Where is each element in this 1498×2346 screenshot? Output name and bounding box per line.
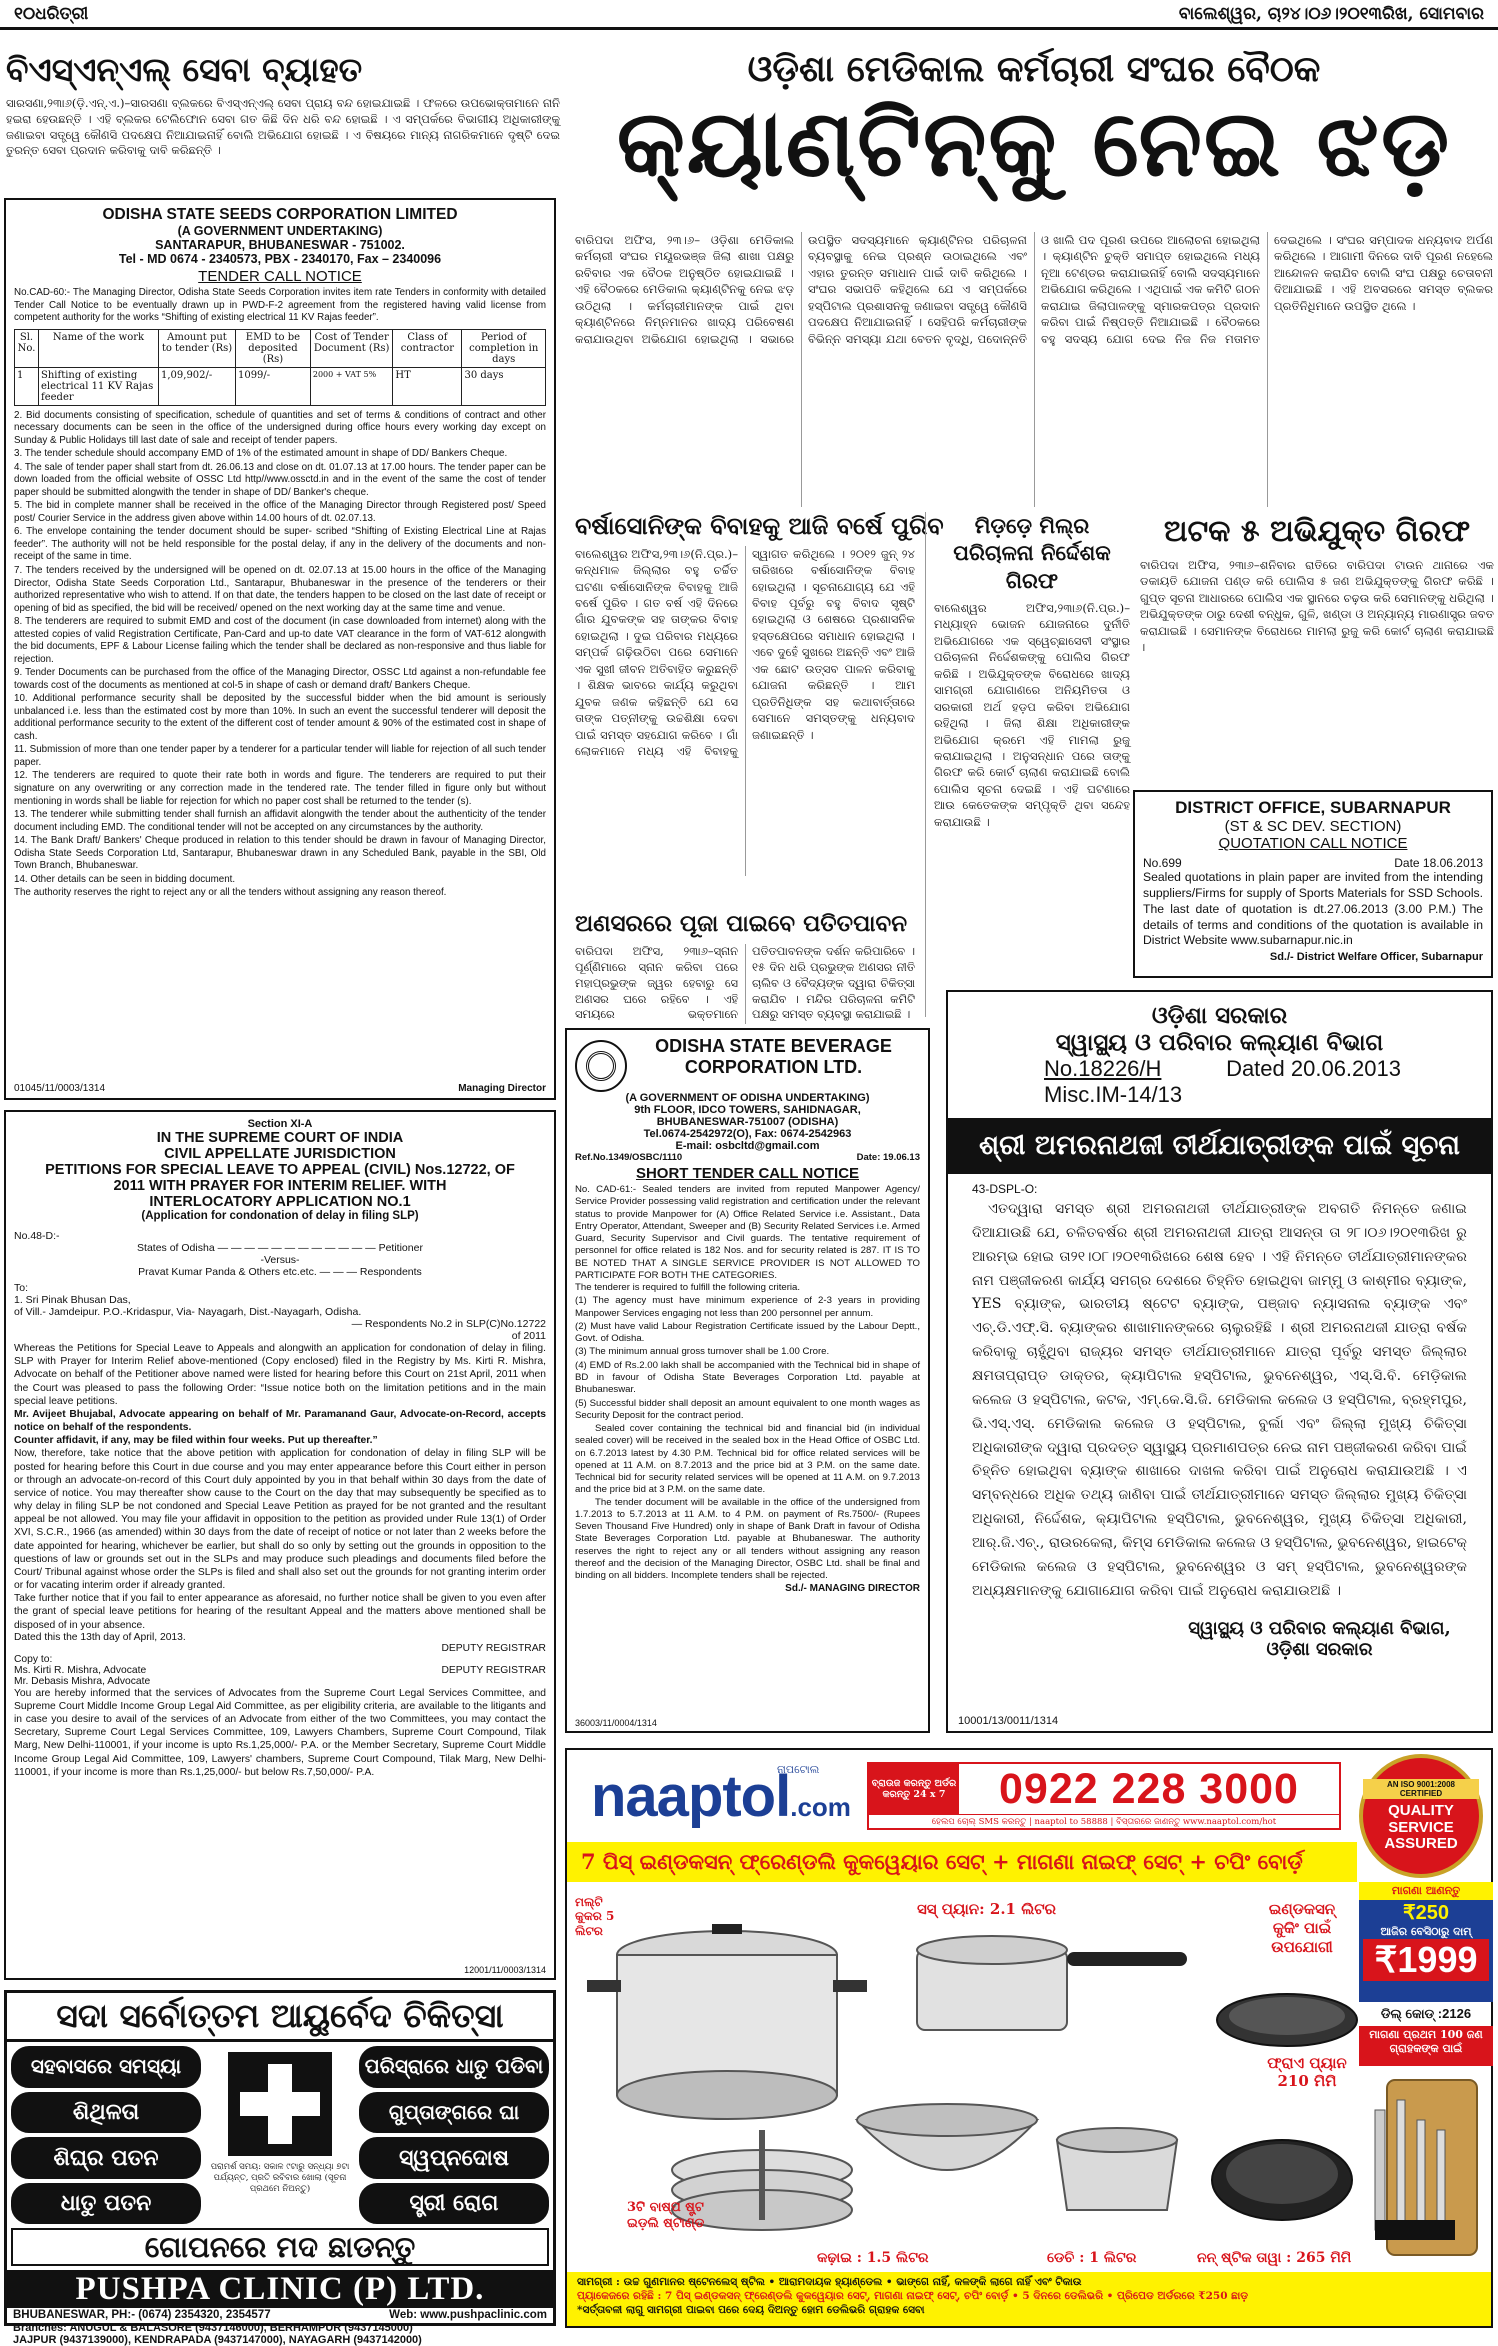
quality-label: QUALITY SERVICE ASSURED <box>1384 1802 1458 1853</box>
osbc-emblem-icon <box>575 1040 627 1092</box>
clinic-banner: ସଦା ସର୍ବୋତ୍ତମ ଆୟୁର୍ବେଦ ଚିକିତ୍ସା <box>7 1993 553 2042</box>
clinic-item: ସ୍ୱପ୍ନଦୋଷ <box>359 2137 549 2179</box>
osscl-table <box>14 329 546 406</box>
osbc-intro: No. CAD-61:- Sealed tenders are invited from reputed Manpower Agency/ Service Provider possessing valid registration and certification under the relevant status to provide Manpower for (A) Office Related Service i.e. Assistant., Data Entry Operator, Attendant, Sweeper and (B) Security Related Services i.e. Armed Guard, Security Supervisor and Civil guards. The tentative requirement of personnel for office related is 182 Nos. and for security related is 287. IT IS TO BE NOTED THAT A SINGLE SERVICE PROVIDER IS NOT ALLOWED TO PARTICIPATE FOR BOTH THE CATEGORIES. <box>575 1184 920 1281</box>
midday-headline: ମିଡ଼ଡ଼େ ମିଲ୍‌ର ପରିଚାଳନା ନିର୍ଦ୍ଦେଶକ ଗିରଫ <box>953 513 1111 593</box>
osscl-tel: Tel - MD 0674 - 2340573, PBX - 2340170, Fax – 2340096 <box>118 252 442 266</box>
clause: 8. The tenderers are required to submit EMD and cost of the document (in case downloaded from internet) along with the attested copies of valid Registration Certificate, Pan-Card and up-to date VAT clearance in the form of VAT-612 alongwith the bid documents, EPF & Labour License failing which the tender shall be declared as non-responsive and thus liable for rejection. <box>14 616 546 665</box>
list-item: (4) EMD of Rs.2.00 lakh shall be accompanied with the Technical bid in shape of BD in favour of Odisha State Beverages Corporation Ltd. payable at Bhubaneswar. <box>575 1359 920 1396</box>
district-sign: Sd./- District Welfare Officer, Subarnapur <box>1269 951 1483 964</box>
health-body: ଏତଦ୍ୱାରା ସମସ୍ତ ଶ୍ରୀ ଅମରନାଥଜୀ ତୀର୍ଥଯାତ୍ରୀଙ୍କ ଅବଗତି ନିମନ୍ତେ ଜଣାଇ ଦିଆଯାଉଛି ଯେ, ଚଳିତବର୍ଷର ଶ୍ରୀ ଅମରନାଥଜୀ ଯାତ୍ରା ଆସନ୍ତା ତା ୨୮।୦୬।୨୦୧୩ରିଖ ରୁ ଆରମ୍ଭ ହୋଇ ତା୨୧।୦୮।୨୦୧୩ରିଖରେ ଶେଷ ହେବ । ଏହି ନିମନ୍ତେ ତୀର୍ଥଯାତ୍ରୀମାନଙ୍କର ନାମ ପଞ୍ଜୀକରଣ କାର୍ଯ୍ୟ ସମଗ୍ର ଦେଶରେ ଚିହ୍ନିତ ହୋଇଥିବା ଜାମ୍ମୁ ଓ କାଶ୍ମୀର ବ୍ୟାଙ୍କ, YES ବ୍ୟାଙ୍କ, ଭାରତୀୟ ଷ୍ଟେଟ ବ୍ୟାଙ୍କ, ପଞ୍ଜାବ ନ୍ୟାସନାଲ ବ୍ୟାଙ୍କ ଏବଂ ଏଚ୍‌.ଡି.ଏଫ୍‌.ସି. ବ୍ୟାଙ୍କର ଶାଖାମାନଙ୍କରେ ଚାଲୁରହିଛି । ଶ୍ରୀ ଅମରନାଥଜୀ ଯାତ୍ରା ବର୍ଷକ କରିବାକୁ ଚାହୁଁଥିବା ରାଜ୍ୟର ସମସ୍ତ ତୀର୍ଥଯାତ୍ରୀମାନେ ଯାତ୍ରା ପୂର୍ବରୁ ସମସ୍ତ ଜିଲ୍ଲାର କ୍ଷମତାପ୍ରାପ୍ତ ଡାକ୍ତର, କ୍ୟାପିଟାଲ ହସ୍ପିଟାଲ, ଭୁବନେଶ୍ୱର, ଏସ୍‌.ସି.ବି. ମେଡ଼ିକାଲ କଲେଜ ଓ ହସ୍ପିଟାଲ, କଟକ, ଏମ୍‌.କେ.ସି.ଜି. ମେଡିକାଲ କଲେଜ ଓ ହସ୍ପିଟାଲ, ବ୍ରହ୍ମପୁର, ଭି.ଏସ୍‌.ଏସ୍‌. ମେଡିକାଲ କଲେଜ ଓ ହସ୍ପିଟାଲ, ବୁର୍ଲା ଏବଂ ଜିଲ୍ଲା ମୁଖ୍ୟ ଚିକିତ୍ସା ଅଧିକାରୀଙ୍କ ଦ୍ୱାରା ପ୍ରଦତ୍ତ ସ୍ୱାସ୍ଥ୍ୟ ପ୍ରମାଣପତ୍ର ନେଇ ନାମ ପଞ୍ଜୀକରଣ କରିବା ପାଇଁ ଚିହ୍ନିତ ହୋଇଥିବା ବ୍ୟାଙ୍କ ଶାଖାରେ ଦାଖଲ କରିବା ପାଇଁ ଅନୁରୋଧ କରାଯାଉଅଛି । ଏ ସମ୍ବନ୍ଧରେ ଅଧିକ ତଥ୍ୟ ଜାଣିବା ପାଇଁ ତୀର୍ଥଯାତ୍ରୀମାନେ ସମସ୍ତ ଜିଲ୍ଲାର ମୁଖ୍ୟ ଚିକିତ୍ସା ଅଧିକାରୀ, ନିର୍ଦ୍ଦେଶକ, କ୍ୟାପିଟାଲ ହସ୍ପିଟାଲ, ଭୁବନେଶ୍ୱର, ମୁଖ୍ୟ ଚିକିତ୍ସା ଅଧିକାରୀ, ଆର୍‌.ଜି.ଏଚ୍‌., ରାଉରକେଲା, କିମ୍ସ ମେଡିକାଲ କଲେଜ ଓ ହସ୍ପିଟାଲ, ଭୁବନେଶ୍ୱର, ହାଇଟେକ୍ ମେଡିକାଲ କଲେଜ ଓ ହସ୍ପିଟାଲ, ଭୁବନେଶ୍ୱର ଓ ସମ୍ ହସ୍ପିଟାଲ, ଭୁବନେଶ୍ୱରଙ୍କ ଅଧ୍ୟକ୍ଷମାନଙ୍କୁ ଯୋଗାଯୋଗ କରିବା ପାଇଁ ଅନୁରୋଧ କରାଯାଉଅଛି । <box>972 1201 1467 1599</box>
table-header: EMD to be deposited (Rs) <box>235 329 310 367</box>
clause: 12. The tenderers are required to quote their rate both in words and figure. The tenderers are required to put their signature on any overwriting or any correction made in the tendered rate. The tender filled in figure only but without mentioning in words shall be liable for rejection for which no paper cost shall be returned to the tender (s). <box>14 770 546 807</box>
osbc-email: E-mail: osbcltd@gmail.com <box>675 1140 820 1152</box>
court-body6: You are hereby informed that the services of Advocates from the Supreme Court Legal Services Committee, and Supreme Court Middle Income Group Legal Aid Committee, as per eligibility criteria, are available to the litigants and in case you desire to avail of the services of an Advocate from either of the two Committees, you may contact the Secretary, Supreme Court Legal Services Committee, 109, Lawyers Chambers, Supreme Court Compound, Tilak Marg, New Delhi-110001, if your income is upto Rs.1,25,000/- P.A. or the Member Secretary, Supreme Court Middle Income Group Legal Aid Committee, 109, Lawyers' chambers, Supreme Court Compound, Tilak Marg, New Delhi-110001, if your income is more than Rs.1,25,000/- but below Rs.7,50,000/- P.A. <box>14 1687 546 1778</box>
marriage-story <box>575 511 944 907</box>
district-meta <box>1143 856 1483 870</box>
clause: The authority reserves the right to reject any or all the tenders without assigning any reason thereof. <box>14 887 447 899</box>
osbc-head <box>575 1036 920 1092</box>
pans-illustration <box>1207 1960 1357 2290</box>
table-row <box>15 367 546 405</box>
court-dr2: DEPUTY REGISTRAR <box>441 1664 546 1676</box>
multi-cooker-icon <box>587 1924 867 2119</box>
clinic-timing: ପରାମର୍ଶ ସମୟ: ସକାଳ ୯ଟାରୁ ସନ୍ଧ୍ୟା ୭ଟା ପର୍ଯ୍ୟନ୍ତ, ପ୍ରତି ରବିବାର ଖୋଲା (ସୂଚନା ପ୍ରଥମେ ନିଅନ୍ତୁ) <box>210 2162 350 2195</box>
osbc-addr2: BHUBANESWAR-751007 (ODISHA) <box>656 1116 839 1128</box>
court-addr1: 1. Sri Pinak Bhusan Das, <box>14 1294 131 1306</box>
table-cell: 30 days <box>462 367 546 405</box>
court-body3: Counter affidavit, if any, may be filed within four weeks. Put up thereafter.” <box>14 1435 378 1447</box>
clinic-contact <box>7 2308 553 2322</box>
osbc-tel: Tel.0674-2542972(O), Fax: 0674-2542963 <box>643 1128 852 1140</box>
naaptol-call-box <box>867 1762 1341 1830</box>
cooker-label: ମଲ୍ଟି କୁକର 5 ଲିଟର <box>575 1895 615 1938</box>
osbc-tender-notice <box>565 1028 930 1733</box>
district-quotation-notice <box>1133 790 1493 978</box>
clause: 3. The tender schedule should accompany EMD of 1% of the estimated amount in shape of DD/ Bankers Cheque. <box>14 448 508 460</box>
arrest-body: ବାରିପଦା ଅଫିସ, ୨୩ା୬–ଶନିବାର ରାତିରେ ବାରିପଦା ଟାଉନ ଥାନାରେ ଏକ ଡକାୟତି ଯୋଜନା ପଣ୍ଡ କରି ପୋଲିସ ୫ ଜଣ ଅଭିଯୁକ୍ତଙ୍କୁ ଗିରଫ କରିଛି । ଗୁପ୍ତ ସୂଚନା ଆଧାରରେ ପୋଲିସ ଏକ ସ୍ଥାନରେ ଚଢ଼ଉ କରି ସେମାନଙ୍କୁ ଧରିଥିଲା । ଅଭିଯୁକ୍ତଙ୍କ ଠାରୁ ଦେଶୀ ବନ୍ଧୁକ, ଗୁଳି, ଖଣ୍ଡା ଓ ଅନ୍ୟାନ୍ୟ ମାରଣାସ୍ତ୍ର ଜବତ କରାଯାଇଛି । ସେମାନଙ୍କ ବିରୋଧରେ ମାମଲା ରୁଜୁ କରି କୋର୍ଟ ଚାଲାଣ କରାଯାଇଛି । <box>1140 558 1494 655</box>
osbc-title: SHORT TENDER CALL NOTICE <box>635 1165 860 1182</box>
arrest-story <box>1140 512 1494 752</box>
court-l1: IN THE SUPREME COURT OF INDIA <box>156 1130 404 1146</box>
naaptol-footer <box>567 2272 1491 2326</box>
clinic-item: ଧାତୁ ପତନ <box>11 2183 201 2225</box>
clinic-branches1: Branches: ANUGUL & BALASORE (9437146000), BERHAMPUR (9437145000) <box>13 2322 413 2334</box>
naaptol-logo-text: naaptol <box>591 1763 791 1829</box>
district-title1: DISTRICT OFFICE, SUBARNAPUR <box>1175 798 1451 817</box>
tawa-label: ନନ୍ ଷ୍ଟିକ ତାୱା : 265 ମିମି <box>1197 2250 1352 2266</box>
osscl-clauses <box>14 410 546 900</box>
court-l3: PETITIONS FOR SPECIAL LEAVE TO APPEAL (CIVIL) Nos.12722, OF 2011 WITH PRAYER FOR INTERIM RELIEF. WITH <box>45 1162 515 1194</box>
table-header: Sl. No. <box>15 329 39 367</box>
court-l4: INTERLOCATORY APPLICATION NO.1 <box>149 1194 411 1210</box>
clinic-item: ଶିଘ୍ର ପତନ <box>11 2137 201 2179</box>
osbc-date: Date: 19.06.13 <box>856 1152 920 1163</box>
court-to: To: <box>14 1282 29 1294</box>
court-c2: Mr. Debasis Mishra, Advocate <box>14 1675 151 1687</box>
health-ref: 10001/13/0011/1314 <box>958 1715 1059 1727</box>
kadai-label: କଢ଼ାଇ : 1.5 ଲିଟର <box>817 2250 929 2266</box>
district-body: Sealed quotations in plain paper are invited from the intending suppliers/Firms for supply of Sports Materials for SSD Schools. The last date of quotation is dt.27.06.2013 (3.00 P.M.) The details of terms and conditions of the quotation is available in District Website www.subarnapur.nic.in <box>1143 870 1484 948</box>
health-dated: Dated 20.06.2013 <box>1226 1056 1401 1081</box>
clause: 13. The tenderer while submitting tender shall furnish an affidavit alongwith the tender about the authenticity of the tender document including EMD. The conditional tender will not be accepted on any circumstances by the authority. <box>14 809 546 833</box>
court-body1: Whereas the Petitions for Special Leave to Appeals and alongwith an application for condonation of delay in filing. SLP with Prayer for Interim Relief above-mentioned (Copy enclosed) filed in the Registry by Ms. Kirti R. Mishra, Advocate on behalf of the Petitioner above named were listed for hearing before this Court on 21st April, 2011 when the Court was pleased to pass the following Order: “Issue notice both on the limitation petitions and in the main special leave petitions. <box>14 1343 546 1407</box>
district-title3: QUOTATION CALL NOTICE <box>1218 835 1408 852</box>
court-l2: CIVIL APPELLATE JURISDICTION <box>164 1146 396 1162</box>
table-cell: 1,09,902/- <box>159 367 236 405</box>
osscl-org: ODISHA STATE SEEDS CORPORATION LIMITED <box>102 206 458 223</box>
osscl-intro: No.CAD-60:- The Managing Director, Odisha State Seeds Corporation invites item rate Tenders in conformity with detailed Tender Call Notice to be eventually drawn up in PWD-F-2 agreement from the registered having valid license from competent authority for the works “Shifting of existing electrical 11 KV Rajas feeder”. <box>14 287 546 324</box>
idli-label: 3ଟି ବାଷ୍ପ ଷ୍ଟ୍ଟ ଇଡ଼ଲି ଷ୍ଟାଣ୍ଡ <box>627 2200 705 2231</box>
table-cell: 1 <box>15 367 39 405</box>
clinic-item: ସହବାସରେ ସମସ୍ୟା <box>11 2046 201 2088</box>
court-petitioner: States of Odisha — — — — — — — — — — — — Petitioner <box>137 1242 423 1254</box>
health-gov: ଓଡ଼ିଶା ସରକାର <box>1151 1002 1288 1029</box>
date-line: ବାଲେଶ୍ୱର, ଚା୨୪।୦୬।୨୦୧୩ରିଖ, ସୋମବାର <box>1178 3 1484 24</box>
osbc-addr1: 9th FLOOR, IDCO TOWERS, SAHIDNAGAR, <box>634 1104 861 1116</box>
osbc-refrow <box>575 1152 920 1163</box>
osbc-items <box>575 1295 920 1422</box>
court-notice <box>4 1110 556 1980</box>
cookware-illustration <box>587 1890 1207 2250</box>
knife-set-icon <box>1367 2070 1487 2260</box>
osbc-sign: Sd./- MANAGING DIRECTOR <box>785 1582 920 1594</box>
tope-icon <box>1057 2128 1177 2210</box>
health-banner: ଶ୍ରୀ ଅମରନାଥଜୀ ତୀର୍ଥଯାତ୍ରୀଙ୍କ ପାଇଁ ସୂଚନା <box>948 1118 1491 1174</box>
clinic-web: Web: www.pushpaclinic.com <box>389 2309 547 2321</box>
quality-badge-icon <box>1359 1754 1483 1878</box>
discount: ₹250 <box>1402 1902 1450 1924</box>
osbc-name2: CORPORATION LTD. <box>684 1057 863 1077</box>
clause: 6. The envelope containing the tender document should be super- scribed “Shifting of Existing Electrical Line at Rajas feeder”. The authority will not be held responsible for the postal delay, if any in the delivery of the documents and non-receipt of the same in time. <box>14 526 546 563</box>
osscl-sub: (A GOVERNMENT UNDERTAKING) <box>177 224 383 238</box>
naaptol-ad <box>565 1748 1493 2328</box>
clinic-left-list <box>11 2046 201 2224</box>
list-item: (2) Must have valid Labour Registration Certificate issued by the Labour Deptt., Govt. of Odisha. <box>575 1320 920 1345</box>
kadai-icon <box>857 2104 1037 2170</box>
lead-body: ବାରିପଦା ଅଫିସ, ୨୩।୬– ଓଡ଼ିଶା ମେଡିକାଲ କର୍ମଚାରୀ ସଂଘର ମୟୂରଭଞ୍ଜ ଜିଲା ଶାଖା ପକ୍ଷରୁ ରବିବାର ଏକ ବୈଠକ ଅନୁଷ୍ଠିତ ହୋଇଯାଇଛି । ଏହି ବୈଠକରେ ମେଡିକାଲ କ୍ୟାଣ୍ଟିନକୁ ନେଇ ଝଡ଼ ଉଠିଥିଲା । କର୍ମଚାରୀମାନଙ୍କ ପାଇଁ ଥିବା କ୍ୟାଣ୍ଟିନରେ ନିମ୍ନମାନର ଖାଦ୍ୟ ପରିବେଷଣ କରାଯାଉଥିବା ଅଭିଯୋଗ ହୋଇଥିଲା । ସଭାରେ ଉପସ୍ଥିତ ସଦସ୍ୟମାନେ କ୍ୟାଣ୍ଟିନର ପରିଚାଳନା ବ୍ୟବସ୍ଥାକୁ ନେଇ ପ୍ରଶ୍ନ ଉଠାଇଥିଲେ ଏବଂ ଏହାର ତୁରନ୍ତ ସମାଧାନ ପାଇଁ ଦାବି କରିଥିଲେ । ସଂଘର ସଭାପତି କହିଥିଲେ ଯେ ଏ ସମ୍ପର୍କରେ ହସ୍ପିଟାଲ ପ୍ରଶାସନକୁ ଜଣାଇବା ସତ୍ତ୍ୱେ କୌଣସି ପଦକ୍ଷେପ ନିଆଯାଇନାହିଁ । ସେହିପରି କର୍ମଚାରୀଙ୍କ ବିଭିନ୍ନ ସମସ୍ୟା ଯଥା ବେତନ ବୃଦ୍ଧି, ପଦୋନ୍ନତି ଓ ଖାଲି ପଦ ପୂରଣ ଉପରେ ଆଲୋଚନା ହୋଇଥିଲା । କ୍ୟାଣ୍ଟିନ ଚୁକ୍ତି ସମାପ୍ତ ହୋଇଥିଲେ ମଧ୍ୟ ନୂଆ ଟେଣ୍ଡର କରାଯାଇନାହିଁ ବୋଲି ସଦସ୍ୟମାନେ ଅଭିଯୋଗ କରିଥିଲେ । ଏଥିପାଇଁ ଏକ କମିଟି ଗଠନ କରାଯାଇ ଜିଲାପାଳଙ୍କୁ ସ୍ମାରକପତ୍ର ପ୍ରଦାନ କରିବା ପାଇଁ ନିଷ୍ପତ୍ତି ନିଆଯାଇଛି । ବୈଠକରେ ବହୁ ସଦସ୍ୟ ଯୋଗ ଦେଇ ନିଜ ନିଜ ମତାମତ ଦେଇଥିଲେ । ସଂଘର ସମ୍ପାଦକ ଧନ୍ୟବାଦ ଅର୍ପଣ କରିଥିଲେ । ଆଗାମୀ ଦିନରେ ଦାବି ପୂରଣ ନହେଲେ ଆନ୍ଦୋଳନ କରାଯିବ ବୋଲି ସଂଘ ପକ୍ଷରୁ ଚେତାବନୀ ଦିଆଯାଇଛି । ଏହି ଅବସରରେ ସମସ୍ତ ବ୍ଲକର ପ୍ରତିନିଧିମାନେ ଉପସ୍ଥିତ ଥିଲେ । <box>575 233 1493 346</box>
health-sign1: ସ୍ୱାସ୍ଥ୍ୟ ଓ ପରିବାର କଲ୍ୟାଣ ବିଭାଗ, <box>1188 1617 1451 1639</box>
court-body5: Take further notice that if you fail to enter appearance as aforesaid, no further notice shall be given to you even after the grant of special leave petitions for hearing of the resultant Appeal and the matters above mentioned shall be disposed of in your absence. <box>14 1593 546 1631</box>
clause: 10. Additional performance security shall be deposited by the successful bidder when the bid amount is seriously unbalanced i.e. less than the estimated cost by more than 10%. In such an event the successful tenderer will deposit the additional performance security to the extent of the different cost of tender amount & 90% of the estimated cost in shape of cash. <box>14 693 546 742</box>
medical-cross-icon <box>228 2052 332 2156</box>
osbc-body3: The tender document will be available in the office of the undersigned from 1.7.2013 to 5.7.2013 at 11 A.M. to 4 P.M. on payment of Rs.7500/- (Rupees Seven Thousand Five Hundred) only in shape of Bank Draft in favour of Odisha State Beverages Corporation Ltd. payable at Bhubaneswar. The authority reserves the right to reject any or all tenders without assigning any reason thereof and the decision of the Managing Director, OSBC Ltd. shall be final and binding on all bidders. Incomplete tenders shall be rejected. <box>575 1496 920 1582</box>
induction-label: ଇଣ୍ଡକସନ୍ କୁକିଂ ପାଇଁ ଉପଯୋଗୀ <box>1268 1900 1336 1956</box>
midday-story <box>925 512 1130 1017</box>
price-box <box>1359 1882 1493 2002</box>
bsnl-story <box>6 52 560 192</box>
court-section: Section XI-A <box>247 1118 313 1130</box>
clinic-item: ଶିଥିଳତା <box>11 2092 201 2134</box>
clause: 2. Bid documents consisting of specification, schedule of quantities and set of terms & conditions of contract and other necessary documents can be seen in the office of the undersigned during office hours every working day except on Sunday & Public Holidays till last date of sale and receipt of tender papers. <box>14 409 546 446</box>
osscl-sign: Managing Director <box>458 1083 546 1094</box>
court-no: No.48-D:- <box>14 1230 60 1242</box>
list-item: (3) The minimum annual gross turnover shall be 1.00 Crore. <box>575 1346 830 1358</box>
table-cell: 2000 + VAT 5% <box>310 367 392 405</box>
tope-label: ଡେଚି : 1 ଲିଟର <box>1047 2250 1137 2266</box>
osscl-footer <box>14 1083 546 1094</box>
clause: 4. The sale of tender paper shall start from dt. 26.06.13 and close on dt. 01.07.13 at 17.00 hours. The tender paper can be down loaded from the official website of OSSC Ltd http//www.ossctd.in and in the event of the same the cost of tender paper should be submitted alongwith the tender in shape of DD/ Banker's cheque. <box>14 461 546 498</box>
bsnl-body: ସାରସଣା,୨୩ା୬(ଡ଼ି.ଏନ୍‌.ଏ.)–ସାରସଣା ବ୍ଲକରେ ବିଏସ୍‌ଏନ୍‌ଏଲ୍ ସେବା ପ୍ରାୟ ବନ୍ଦ ହୋଇଯାଇଛି । ଫଳରେ ଉପଭୋକ୍ତାମାନେ ନାନି ହଇରା ହେଉଛନ୍ତି । ଏହି ବ୍ଲକର ଟେଲିଫୋନ ସେବା ଗତ କିଛି ଦିନ ଧରି ବନ୍ଦ ହୋଇଛି । ଏ ସମ୍ପର୍କରେ ବିଭାଗୀୟ ଅଧିକାରୀଙ୍କୁ ଜଣାଇବା ସତ୍ତ୍ୱେ କୌଣସି ପଦକ୍ଷେପ ନିଆଯାଇନାହିଁ ବୋଲି ଅଭିଯୋଗ ହୋଇଛି । ଏ ବିଷୟରେ ମାନ୍ୟ ନାଗରିକମାନେ ଦୃଷ୍ଟି ଦେଇ ତୁରନ୍ତ ସେବା ପ୍ରଦାନ କରିବାକୁ ଦାବି କରିଛନ୍ତି । <box>6 96 560 158</box>
naaptol-logo-suffix: .com <box>790 1791 851 1822</box>
free-label: ମାଗଣା ଆଣନ୍ତୁ <box>1359 1882 1493 1900</box>
saucepan-icon <box>917 1936 1187 2030</box>
health-no: No.18226/H <box>1044 1056 1162 1081</box>
health-code: 43-DSPL-O: <box>972 1182 1038 1196</box>
clinic-ad <box>4 1990 556 2346</box>
osscl-address: SANTARAPUR, BHUBANESWAR - 751002. <box>155 238 405 252</box>
court-copyto: Copy to: <box>14 1653 53 1665</box>
gift-label: ମାଗଣା ପ୍ରଥମ 100 ଜଣ ଗ୍ରାହକଙ୍କ ପାଇଁ <box>1359 2026 1493 2066</box>
amarnath-notice <box>946 990 1493 1733</box>
iso-label: AN ISO 9001:2008 CERTIFIED <box>1363 1779 1479 1799</box>
clause: 7. The tenders received by the undersigned will be opened on dt. 02.07.13 at 15.00 hours in the office of the Managing Director, Odisha State Seeds Corporation Ltd., Santarapur, Bhubaneswar in the presence of the tenderers or their authorized representative who wish to attend. If on that date, the tenders happen to be closed on the last date of receipt or opening of bid as specified, the bid will be received/ opened on the next working day at the same time and venue. <box>14 564 546 614</box>
puja-story <box>575 910 915 1025</box>
puja-body: ବାରିପଦା ଅଫିସ, ୨୩ା୬–ସ୍ନାନ ପୂର୍ଣ୍ଣିମାରେ ସ୍ନାନ କରିବା ପରେ ମହାପ୍ରଭୁଙ୍କ ଜ୍ୱର ହେବାରୁ ସେ ଅଣସର ଘରେ ରହିବେ । ଏହି ସମୟରେ ଭକ୍ତମାନେ ପତିତପାବନଙ୍କ ଦର୍ଶନ କରିପାରିବେ । ୧୫ ଦିନ ଧରି ପ୍ରଭୁଙ୍କ ଅଣସର ନୀତି ଚାଲିବ ଓ ବୈଦ୍ୟଙ୍କ ଦ୍ୱାରା ଚିକିତ୍ସା କରାଯିବ । ମନ୍ଦିର ପରିଚାଳନା କମିଟି ପକ୍ଷରୁ ସମସ୍ତ ବ୍ୟବସ୍ଥା କରାଯାଇଛି । <box>575 943 915 1022</box>
court-ref: 12001/11/0003/1314 <box>464 1965 546 1975</box>
clinic-slogan: ଗୋପନରେ ମଦ ଛାଡନ୍ତୁ <box>11 2228 549 2266</box>
court-copy-row <box>14 1665 546 1676</box>
footer-line: ପ୍ୟାକେଜରେ ରହିଛି : 7 ପିସ୍ ଇଣ୍ଡକସନ୍ ଫ୍ରେଣ୍ଡଲି କୁକୱେୟାର ସେଟ୍, ମାଗଣା ନାଇଫ୍ ସେଟ୍, ଚପିଂ ବୋର୍ଡ଼ • 5 ଦିନରେ ଡେଲିଭରି • ପ୍ରିପେଡ ଅର୍ଡରରେ ₹250 ଛାଡ଼ <box>577 2290 1249 2303</box>
osscl-ref: 01045/11/0003/1314 <box>14 1083 106 1094</box>
court-dr1: DEPUTY REGISTRAR <box>441 1642 546 1654</box>
puja-headline: ଅଣସରରେ ପୂଜା ପାଇବେ ପତିତପାବନ <box>575 910 908 937</box>
table-cell: Shifting of existing electrical 11 KV Rajas feeder <box>39 367 159 405</box>
court-versus: -Versus- <box>260 1254 300 1266</box>
naaptol-logo[interactable] <box>567 1763 867 1830</box>
phone-icon: ବ୍ରାଉଜ କରନ୍ତୁ ଅର୍ଡର କରନ୍ତୁ 24 x 7 <box>869 1764 959 1814</box>
clinic-item: ଗୁପ୍ତାଙ୍ଗରେ ଘା <box>359 2092 549 2134</box>
court-addr2: of Vill.- Jamdeipur. P.O.-Kridaspur, Via- Nayagarh, Dist.-Nayagarh, Odisha. <box>14 1306 362 1318</box>
health-dept: ସ୍ୱାସ୍ଥ୍ୟ ଓ ପରିବାର କଲ୍ୟାଣ ବିଭାଗ <box>1055 1029 1384 1056</box>
clinic-branches2: JAJPUR (9437139000), KENDRAPADA (9437147000), NAYAGARH (9437142000) <box>13 2334 422 2346</box>
court-body4: Now, therefore, take notice that the above petition with application for condonation of delay in filing SLP will be posted for hearing before this Court in due course and you may enter appearance before this Court either in person or through an advocate-on-record of this Court duly appointed by you in that behalf within 30 days from the date of service of notice. You may thereafter show cause to the Court on the day that may subsequently be specified as to why delay in filing SLP be not condoned and Special Leave Petition as prayed for be not granted and the resultant appeal be not allowed. You may file your affidavit in opposition to the petition as provided under Rule 13(1) of Order XVI, S.C.R., 1966 (as amended) within 30 days from the date of receipt of notice or not later than 2 weeks before the date appointed for hearing, whichever be earlier, but shall do so only by setting out the grounds in opposition to the questions of law or grounds set out in the SLPs and may produce such pleadings and documents filed before the Court/ Tribunal against whose order the SLPs is filed and shall also set out the grounds for not granting interim order or for vacating interim order if already granted. <box>14 1448 546 1592</box>
saucepan-label: ସସ୍ ପ୍ୟାନ: 2.1 ଲିଟର <box>917 1900 1057 1918</box>
osbc-sub: (A GOVERNMENT OF ODISHA UNDERTAKING) <box>625 1092 870 1104</box>
tawa-icon <box>1212 2140 1352 2220</box>
clause: 14. Other details can be seen in bidding document. <box>14 873 236 885</box>
arrest-headline: ଅଟକ ୫ ଅଭିଯୁକ୍ତ ଗିରଫ <box>1163 514 1471 549</box>
marriage-headline: ବର୍ଷାସୋନିଙ୍କ ବିବାହକୁ ଆଜି ବର୍ଷେ ପୁରିବ <box>575 511 944 540</box>
table-header: Class of contractor <box>393 329 462 367</box>
osscl-title: TENDER CALL NOTICE <box>198 268 362 285</box>
clinic-phone: BHUBANESWAR, PH:- (0674) 2354320, 2354577 <box>13 2309 271 2321</box>
naaptol-sms: ହେଲପ ଚୋଲ୍ SMS କରନ୍ତୁ | naaptol to 58888 | ବିସ୍ତାରରେ ଜାଣନ୍ତୁ www.naaptol.com/hot <box>869 1814 1339 1830</box>
osbc-refno: Ref.No.1349/OSBC/1110 <box>575 1152 683 1163</box>
lead-kicker: ଓଡ଼ିଶା ମେଡିକାଲ କର୍ମଚାରୀ ସଂଘର ବୈଠକ <box>747 48 1321 90</box>
clinic-grid <box>7 2042 553 2224</box>
court-resp2: — Respondents No.2 in SLP(C)No.12722 of 2011 <box>351 1318 546 1342</box>
bsnl-headline: ବିଏସ୍‌ଏନ୍‌ଏଲ୍ ସେବା ବ୍ୟାହତ <box>6 50 363 89</box>
before-label: ଆଜିର ବେସିଠାରୁ ଦାମ୍ <box>1380 1925 1472 1938</box>
table-header: Cost of Tender Document (Rs) <box>310 329 392 367</box>
district-date: Date 18.06.2013 <box>1394 856 1483 870</box>
osbc-ref: 36003/11/0004/1314 <box>575 1718 657 1728</box>
marriage-body: ବାଲେଶ୍ୱର ଅଫିସ,୨୩।୬(ନି.ପ୍ର.)– କନ୍ଧମାଳ ଜିଲ୍ଲାର ବହୁ ଚର୍ଚ୍ଚିତ ଘଟଣା ବର୍ଷାସୋନିଙ୍କ ବିବାହକୁ ଆଜି ବର୍ଷେ ପୁରିବ । ଗତ ବର୍ଷ ଏହି ଦିନରେ ଗାଁର ଯୁବକଙ୍କ ସହ ତାଙ୍କର ବିବାହ ହୋଇଥିଲା । ଦୁଇ ପରିବାର ମଧ୍ୟରେ ସମ୍ପର୍କ ଗଢ଼ିଉଠିବା ପରେ ସେମାନେ ଏକ ସୁଖୀ ଜୀବନ ଅତିବାହିତ କରୁଛନ୍ତି । ଶିକ୍ଷକ ଭାବରେ କାର୍ଯ୍ୟ କରୁଥିବା ଯୁବକ ଜଣକ କହିଛନ୍ତି ଯେ ସେ ତାଙ୍କ ପତ୍ନୀଙ୍କୁ ଉଚ୍ଚଶିକ୍ଷା ଦେବା ପାଇଁ ସମସ୍ତ ସହଯୋଗ କରିବେ । ଗାଁ ଲୋକମାନେ ମଧ୍ୟ ଏହି ବିବାହକୁ ସ୍ୱାଗତ କରିଥିଲେ । ୨୦୧୨ ଜୁନ୍ ୨୪ ତାରିଖରେ ବର୍ଷାସୋନିଙ୍କ ବିବାହ ହୋଇଥିଲା । ସୂଚନାଯୋଗ୍ୟ ଯେ ଏହି ବିବାହ ପୂର୍ବରୁ ବହୁ ବିବାଦ ସୃଷ୍ଟି ହୋଇଥିଲା ଓ ଶେଷରେ ପ୍ରଶାସନିକ ହସ୍ତକ୍ଷେପରେ ସମାଧାନ ହୋଇଥିଲା । ଏବେ ଦୁହେଁ ସୁଖରେ ଅଛନ୍ତି ଏବଂ ଆଜି ଏକ ଛୋଟ ଉତ୍ସବ ପାଳନ କରିବାକୁ ଯୋଜନା କରିଛନ୍ତି । ଆମ ପ୍ରତିନିଧିଙ୍କ ସହ କଥାବାର୍ତ୍ତାରେ ସେମାନେ ସମସ୍ତଙ୍କୁ ଧନ୍ୟବାଦ ଜଣାଇଛନ୍ତି । <box>575 546 915 759</box>
clause: 11. Submission of more than one tender paper by a tenderer for a particular tender will liable for rejection of all such tender paper. <box>14 744 546 768</box>
clause: 5. The bid in complete manner shall be received in the office of the Managing Director through Registered post/ Speed post/ Courier Service in the address given above within 14.00 hours of dt. 02.07.13. <box>14 500 546 524</box>
table-cell: HT <box>393 367 462 405</box>
clinic-item: ସ୍ତ୍ରୀ ରୋଗ <box>359 2183 549 2225</box>
naaptol-phone[interactable]: 0922 228 3000 <box>999 1764 1299 1813</box>
health-misc: Misc.IM-14/13 <box>1044 1082 1183 1107</box>
list-item: (5) Successful bidder shall deposit an amount equivalent to one month wages as Security Deposit for the contract period. <box>575 1397 920 1421</box>
district-no: No.699 <box>1143 856 1182 870</box>
midday-body: ବାଲେଶ୍ୱର ଅଫିସ,୨୩ା୬(ନି.ପ୍ର.)– ମଧ୍ୟାହ୍ନ ଭୋଜନ ଯୋଜନାରେ ଦୁର୍ନୀତି ଅଭିଯୋଗରେ ଏକ ସ୍ୱେଚ୍ଛାସେବୀ ସଂସ୍ଥାର ପରିଚାଳନା ନିର୍ଦ୍ଦେଶକଙ୍କୁ ପୋଲିସ ଗିରଫ କରିଛି । ଅଭିଯୁକ୍ତଙ୍କ ବିରୋଧରେ ଖାଦ୍ୟ ସାମଗ୍ରୀ ଯୋଗାଣରେ ଅନିୟମିତତା ଓ ସରକାରୀ ଅର୍ଥ ହଡ଼ପ କରିବା ଅଭିଯୋଗ ରହିଥିଲା । ଜିଲା ଶିକ୍ଷା ଅଧିକାରୀଙ୍କ ଅଭିଯୋଗ କ୍ରମେ ଏହି ମାମଲା ରୁଜୁ କରାଯାଇଥିଲା । ଅନୁସନ୍ଧାନ ପରେ ତାଙ୍କୁ ଗିରଫ କରି କୋର୍ଟ ଚାଲାଣ କରାଯାଇଛି ବୋଲି ପୋଲିସ ସୂଚନା ଦେଇଛି । ଏହି ଘଟଣାରେ ଆଉ କେତେକଙ୍କ ସମ୍ପୃକ୍ତି ଥିବା ସନ୍ଦେହ କରାଯାଉଛି । <box>934 600 1130 829</box>
court-l5: (Application for condonation of delay in filing SLP) <box>141 1210 419 1222</box>
lead-headline: କ୍ୟାଣ୍ଟିନ୍‌କୁ ନେଇ ଝଡ଼ <box>616 89 1452 197</box>
court-body2: Mr. Avijeet Bhujabal, Advocate appearing on behalf of Mr. Paramanand Gaur, Advocate-on-Record, accepts notice on behalf of the respondents. <box>14 1408 546 1434</box>
court-respondents: Pravat Kumar Panda & Others etc.etc. — — — Respondents <box>138 1266 422 1278</box>
table-cell: 1099/- <box>235 367 310 405</box>
list-item: (1) The agency must have minimum experience of 2-3 years in providing Manpower Services engaging not less than 200 personnel per annum. <box>575 1295 920 1319</box>
clinic-center <box>205 2046 355 2224</box>
footer-line: ସାମଗ୍ରୀ : ଉଚ୍ଚ ଗୁଣମାନର ଷ୍ଟେନଲେସ୍ ଷ୍ଟିଲ • ଆରାମଦାୟକ ହ୍ୟାଣ୍ଡେଲ • ଭାଙ୍ଗେ ନାହିଁ, କଳଙ୍କି ଲାଗେ ନାହିଁ ଏବଂ ଟିକାଉ <box>577 2276 1082 2288</box>
table-header-row <box>15 329 546 367</box>
health-sign2: ଓଡ଼ିଶା ସରକାର <box>1266 1638 1373 1660</box>
osbc-criteria: The tenderer is required to fulfill the following criteria. <box>575 1282 801 1294</box>
page-header <box>0 0 1498 30</box>
court-dated: Dated this the 13th day of April, 2013. <box>14 1631 186 1643</box>
clinic-item: ପରିସ୍ରାରେ ଧାତୁ ପଡିବା <box>359 2046 549 2088</box>
naaptol-logo-tag: ନାପଟୋଲ <box>777 1762 820 1776</box>
table-header: Amount put to tender (Rs) <box>159 329 236 367</box>
table-header: Name of the work <box>39 329 159 367</box>
health-meta <box>948 1056 1491 1082</box>
naaptol-offer: 7 ପିସ୍ ଇଣ୍ଡକସନ୍ ଫ୍ରେଣ୍ଡଲି କୁକୱେୟାର ସେଟ୍ + ମାଗଣା ନାଇଫ୍ ସେଟ୍ + ଚପିଂ ବୋର୍ଡ଼ <box>567 1842 1357 1882</box>
frypan-label: ଫ୍ରାଏ ପ୍ୟାନ 210 ମିମି <box>1267 2054 1347 2090</box>
price: ₹1999 <box>1363 1939 1489 1981</box>
table-header: Period of completion in days <box>462 329 546 367</box>
page-number: ୧୦ଧରିତ୍ରୀ <box>14 3 89 24</box>
district-title2: (ST & SC DEV. SECTION) <box>1224 818 1402 835</box>
clause: 9. Tender Documents can be purchased from the office of the Managing Director, OSSC Ltd against a non-refundable fee towards cost of the documents as mentioned at col-5 in shape of cash or demand draft/ Bankers Cheque. <box>14 667 546 691</box>
clause: 14. The Bank Draft/ Bankers' Cheque produced in relation to this tender should be drawn in favour of Managing Director, Odisha State Seeds Corporation Ltd, Santarapur, Bhubaneswar drawn in any Scheduled Bank, payable in the SBI, Old Town Branch, Bhubaneswar. <box>14 835 546 872</box>
fry-pan-icon <box>1217 1994 1357 2046</box>
clinic-name: PUSHPA CLINIC (P) LTD. <box>7 2270 553 2308</box>
deal-code: ଡିଲ୍ କୋଡ୍ :2126 <box>1380 2006 1472 2021</box>
osbc-name1: ODISHA STATE BEVERAGE <box>655 1036 892 1056</box>
osscl-tender-notice <box>4 198 556 1100</box>
naaptol-top <box>567 1750 1491 1842</box>
osbc-body2: Sealed cover containing the technical bid and financial bid (in individual sealed cover) will be received in the sealed box in the Head Office of OSBC Ltd. on 6.7.2013 latest by 4.30 P.M. Technical bid for office related services will be opened at 11 A.M. on 8.7.2013 and the price bid at 3 P.M. on the same date. Technical bid for security related services will be opened at 11 A.M. on 9.7.2013 and the price bid at 3 P.M. on the same date. <box>575 1423 920 1496</box>
court-c1: Ms. Kirti R. Mishra, Advocate <box>14 1664 147 1676</box>
footer-line: *ସର୍ତ୍ତାବଳୀ ଲାଗୁ ସାମଗ୍ରୀ ପାଇବା ପରେ ଦେୟ ଦିଅନ୍ତୁ ହୋମ ଡେଲିଭରି ଗ୍ରାହକ ସେବା <box>577 2304 925 2317</box>
clinic-right-list <box>359 2046 549 2224</box>
